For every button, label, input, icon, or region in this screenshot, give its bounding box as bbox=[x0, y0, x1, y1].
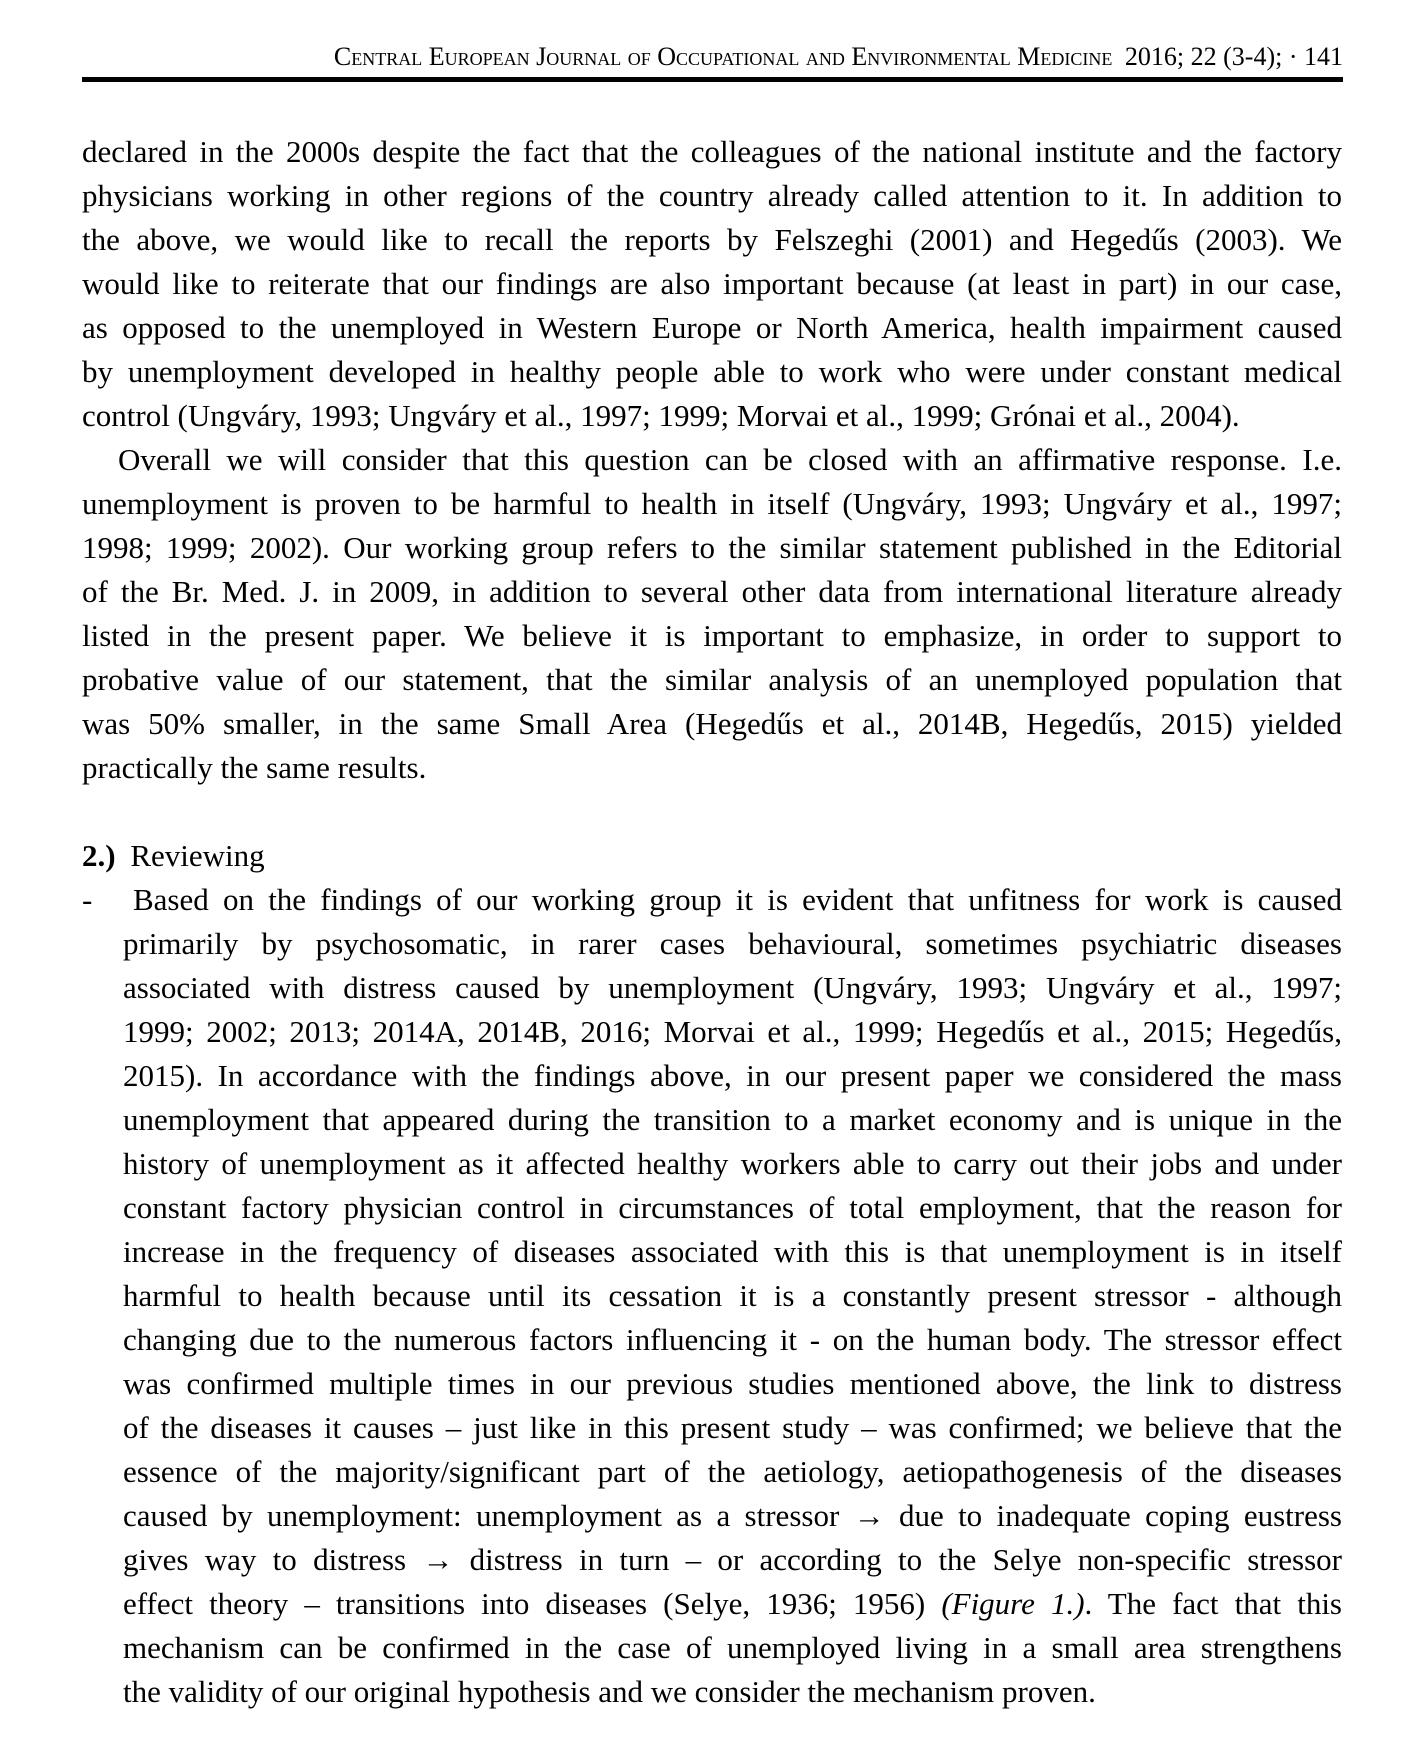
bulleted-item bbox=[82, 878, 1342, 1714]
text-line: increase in the frequency of diseases associated with this is that unemployment is in itself bbox=[123, 1234, 1342, 1269]
text-line: the validity of our original hypothesis and we consider the mechanism proven. bbox=[123, 1674, 1096, 1709]
header-divider-rule bbox=[82, 77, 1343, 82]
text-segment: . The fact that this bbox=[1084, 1586, 1342, 1621]
paragraph-spacer bbox=[82, 790, 1342, 834]
text-line: primarily by psychosomatic, in rarer cases behavioural, sometimes psychiatric diseases bbox=[123, 926, 1342, 961]
text-line: unemployment is proven to be harmful to health in itself (Ungváry, 1993; Ungváry et al., 1997; bbox=[82, 486, 1342, 521]
text-line: Overall we will consider that this question can be closed with an affirmative response. I.e. bbox=[118, 442, 1342, 477]
running-header bbox=[82, 42, 1343, 72]
section-number: 2.) bbox=[82, 838, 116, 873]
dash-bullet: - bbox=[82, 882, 93, 917]
text-line: would like to reiterate that our findings are also important because (at least in part) in our case, bbox=[82, 266, 1342, 301]
section-heading bbox=[82, 834, 1342, 878]
issue-page-info: 2016; 22 (3-4); · 141 bbox=[1124, 42, 1343, 71]
text-line: was confirmed multiple times in our previous studies mentioned above, the link to distress bbox=[123, 1366, 1342, 1401]
text-line: caused by unemployment: unemployment as a stressor → due to inadequate coping eustress bbox=[123, 1498, 1342, 1533]
text-line: changing due to the numerous factors influencing it - on the human body. The stressor effect bbox=[123, 1322, 1342, 1357]
text-line: of the diseases it causes – just like in this present study – was confirmed; we believe that the bbox=[123, 1410, 1342, 1445]
text-line: by unemployment developed in healthy people able to work who were under constant medical bbox=[82, 354, 1342, 389]
text-line: history of unemployment as it affected healthy workers able to carry out their jobs and under bbox=[123, 1146, 1342, 1181]
text-line: practically the same results. bbox=[82, 750, 427, 785]
text-line: 2015). In accordance with the findings above, in our present paper we considered the mass bbox=[123, 1058, 1342, 1093]
section-title: Reviewing bbox=[130, 838, 265, 873]
text-line: listed in the present paper. We believe it is important to emphasize, in order to support to bbox=[82, 618, 1342, 653]
journal-title: Central European Journal of Occupational and Environmental Medicine bbox=[333, 42, 1113, 71]
text-line: probative value of our statement, that the similar analysis of an unemployed population that bbox=[82, 662, 1342, 697]
text-line: of the Br. Med. J. in 2009, in addition to several other data from international literature already bbox=[82, 574, 1342, 609]
text-line: control (Ungváry, 1993; Ungváry et al., 1997; 1999; Morvai et al., 1999; Grónai et al., 2004). bbox=[82, 398, 1240, 433]
paragraph bbox=[82, 438, 1342, 790]
text-line-with-figure-ref bbox=[123, 1582, 1342, 1626]
text-line: 1998; 1999; 2002). Our working group refers to the similar statement published in the Editorial bbox=[82, 530, 1342, 565]
text-line: gives way to distress → distress in turn – or according to the Selye non-specific stressor bbox=[123, 1542, 1342, 1577]
paragraph bbox=[82, 130, 1342, 438]
text-line: unemployment that appeared during the transition to a market economy and is unique in the bbox=[123, 1102, 1342, 1137]
figure-reference: (Figure 1.) bbox=[941, 1586, 1085, 1621]
text-line: associated with distress caused by unemployment (Ungváry, 1993; Ungváry et al., 1997; bbox=[123, 970, 1342, 1005]
text-line: 1999; 2002; 2013; 2014A, 2014B, 2016; Morvai et al., 1999; Hegedűs et al., 2015; Hegedűs, bbox=[123, 1014, 1342, 1049]
text-line: constant factory physician control in circumstances of total employment, that the reason for bbox=[123, 1190, 1342, 1225]
text-line: the above, we would like to recall the reports by Felszeghi (2001) and Hegedűs (2003). We bbox=[82, 222, 1342, 257]
page-body bbox=[82, 130, 1342, 1714]
text-line: mechanism can be confirmed in the case of unemployed living in a small area strengthens bbox=[123, 1630, 1342, 1665]
text-line: as opposed to the unemployed in Western Europe or North America, health impairment caused bbox=[82, 310, 1342, 345]
text-line: essence of the majority/significant part of the aetiology, aetiopathogenesis of the diseases bbox=[123, 1454, 1342, 1489]
text-line: harmful to health because until its cessation it is a constantly present stressor - although bbox=[123, 1278, 1342, 1313]
text-line: Based on the findings of our working group it is evident that unfitness for work is caused bbox=[133, 882, 1342, 917]
text-segment: effect theory – transitions into diseases (Selye, 1936; 1956) bbox=[123, 1586, 942, 1621]
text-line: physicians working in other regions of the country already called attention to it. In addition to bbox=[82, 178, 1342, 213]
text-line: declared in the 2000s despite the fact that the colleagues of the national institute and the factory bbox=[82, 134, 1342, 169]
text-line: was 50% smaller, in the same Small Area (Hegedűs et al., 2014B, Hegedűs, 2015) yielded bbox=[82, 706, 1342, 741]
